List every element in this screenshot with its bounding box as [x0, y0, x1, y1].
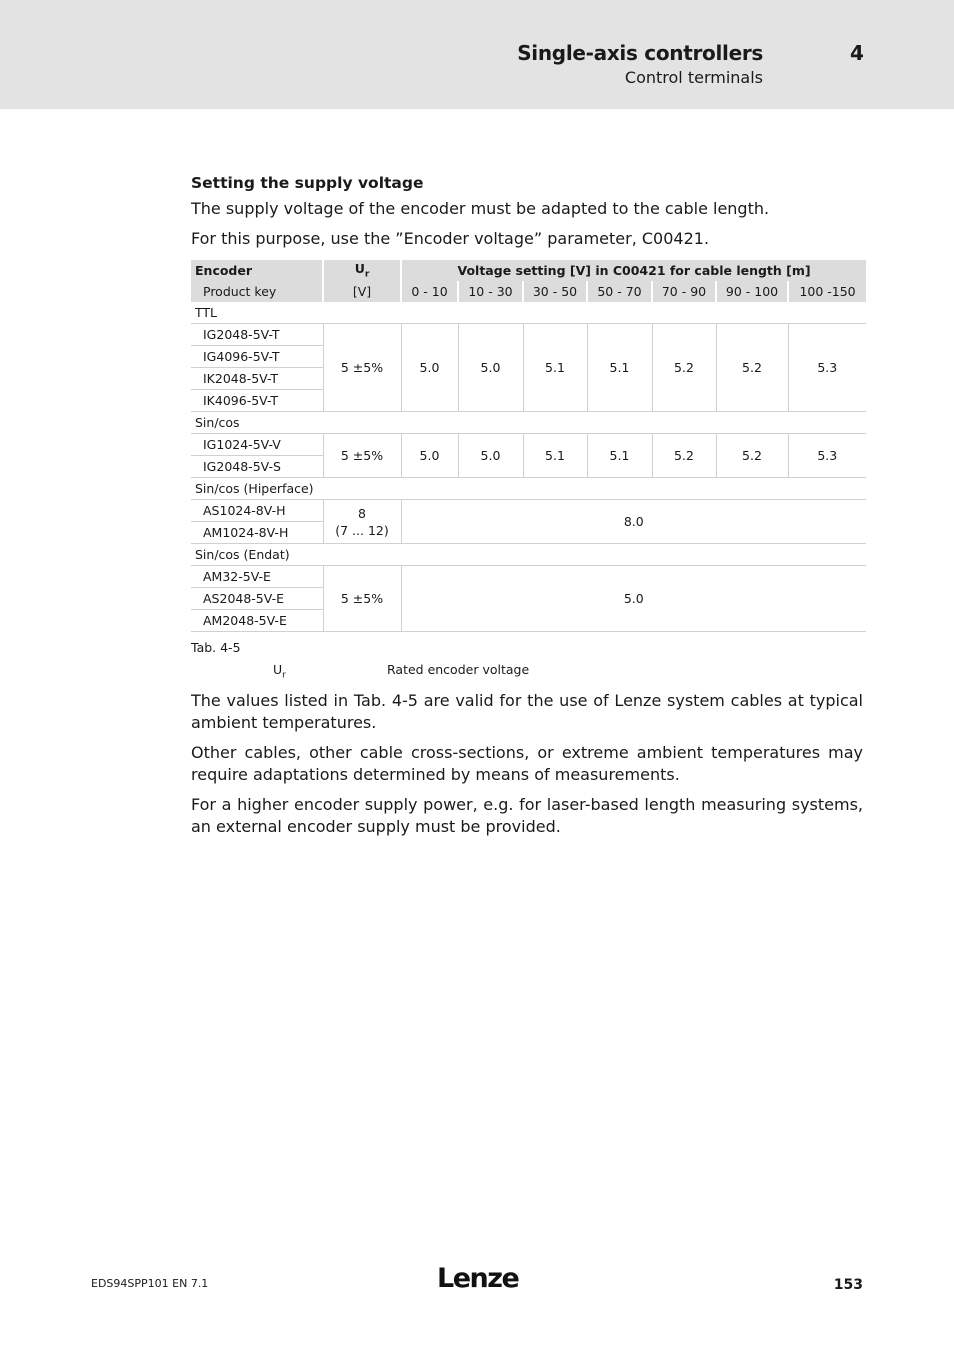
voltage-value: 5.3	[788, 324, 866, 412]
voltage-value: 5.2	[652, 434, 716, 478]
table-row	[191, 566, 866, 588]
chapter-number: 4	[850, 41, 864, 65]
table-header-row	[191, 260, 866, 281]
encoder-voltage-table	[191, 260, 866, 632]
ur-value	[323, 500, 401, 544]
voltage-value: 5.0	[401, 324, 458, 412]
group-label: Sin/cos	[191, 412, 866, 434]
product-key: IG1024-5V-V	[191, 434, 323, 456]
intro-paragraph: The supply voltage of the encoder must be adapted to the cable length.	[191, 199, 770, 218]
ur-value: 5 ±5%	[323, 566, 401, 632]
voltage-value: 5.2	[716, 324, 788, 412]
voltage-value: 5.1	[523, 434, 587, 478]
page-number: 153	[833, 1277, 863, 1293]
body-paragraph: The values listed in Tab. 4-5 are valid for the use of Lenze system cables at typical ambient temperatures.	[191, 691, 863, 732]
table-subheader-row	[191, 281, 866, 302]
voltage-value: 5.0	[401, 566, 866, 632]
group-row	[191, 302, 866, 324]
main-content	[191, 172, 863, 838]
ur-value-line: 8	[358, 505, 366, 521]
product-key: IG2048-5V-S	[191, 456, 323, 478]
intro-paragraph: For this purpose, use the ”Encoder voltage” parameter, C00421.	[191, 229, 710, 248]
legend-symbol-sub: r	[282, 670, 286, 681]
ur-value: 5 ±5%	[323, 324, 401, 412]
header-length: 0 - 10	[401, 281, 458, 302]
table-legend	[191, 662, 863, 681]
header-length: 100 -150	[788, 281, 866, 302]
voltage-value: 5.1	[523, 324, 587, 412]
chapter-title: Single-axis controllers	[517, 41, 763, 65]
ur-value-range: (7 ... 12)	[335, 522, 389, 538]
product-key: IG4096-5V-T	[191, 346, 323, 368]
header-ur	[323, 260, 401, 281]
footer-doc-id: EDS94SPP101 EN 7.1	[91, 1277, 209, 1290]
header-encoder: Encoder	[191, 260, 323, 281]
voltage-value: 5.1	[587, 324, 652, 412]
product-key: AS1024-8V-H	[191, 500, 323, 522]
section-heading: Setting the supply voltage	[191, 174, 424, 192]
legend-symbol-main: U	[273, 662, 283, 677]
group-row	[191, 412, 866, 434]
voltage-value: 5.2	[652, 324, 716, 412]
table-row	[191, 324, 866, 346]
group-label: Sin/cos (Endat)	[191, 544, 866, 566]
group-label: TTL	[191, 302, 866, 324]
product-key: AM32-5V-E	[191, 566, 323, 588]
voltage-value: 5.0	[401, 434, 458, 478]
header-length: 70 - 90	[652, 281, 716, 302]
voltage-value: 5.1	[587, 434, 652, 478]
header-length: 10 - 30	[458, 281, 523, 302]
product-key: IK2048-5V-T	[191, 368, 323, 390]
header-length: 50 - 70	[587, 281, 652, 302]
voltage-value: 5.2	[716, 434, 788, 478]
group-row	[191, 544, 866, 566]
header-voltage-setting: Voltage setting [V] in C00421 for cable length [m]	[401, 260, 866, 281]
table-caption: Tab. 4-5	[191, 640, 241, 655]
group-label: Sin/cos (Hiperface)	[191, 478, 866, 500]
header-length: 30 - 50	[523, 281, 587, 302]
body-paragraph: For a higher encoder supply power, e.g. for laser-based length measuring systems, an external encoder supply must be provided.	[191, 795, 863, 836]
lenze-logo: Lenze	[437, 1263, 519, 1294]
header-band	[0, 0, 954, 109]
group-row	[191, 478, 866, 500]
product-key: AM2048-5V-E	[191, 610, 323, 632]
voltage-value: 5.3	[788, 434, 866, 478]
ur-symbol: U	[354, 261, 365, 277]
voltage-value: 5.0	[458, 324, 523, 412]
product-key: IK4096-5V-T	[191, 390, 323, 412]
voltage-value: 8.0	[401, 500, 866, 544]
product-key: IG2048-5V-T	[191, 324, 323, 346]
header-product-key: Product key	[191, 281, 323, 302]
header-unit: [V]	[323, 281, 401, 302]
product-key: AS2048-5V-E	[191, 588, 323, 610]
legend-symbol	[273, 662, 286, 681]
ur-subscript: r	[364, 269, 370, 280]
ur-value: 5 ±5%	[323, 434, 401, 478]
table-row	[191, 500, 866, 522]
header-length: 90 - 100	[716, 281, 788, 302]
table-row	[191, 434, 866, 456]
body-paragraph: Other cables, other cable cross-sections, or extreme ambient temperatures may require adaptations determined by means of measurements.	[191, 743, 863, 784]
chapter-subtitle: Control terminals	[624, 68, 763, 87]
legend-description: Rated encoder voltage	[387, 662, 530, 677]
voltage-value: 5.0	[458, 434, 523, 478]
product-key: AM1024-8V-H	[191, 522, 323, 544]
